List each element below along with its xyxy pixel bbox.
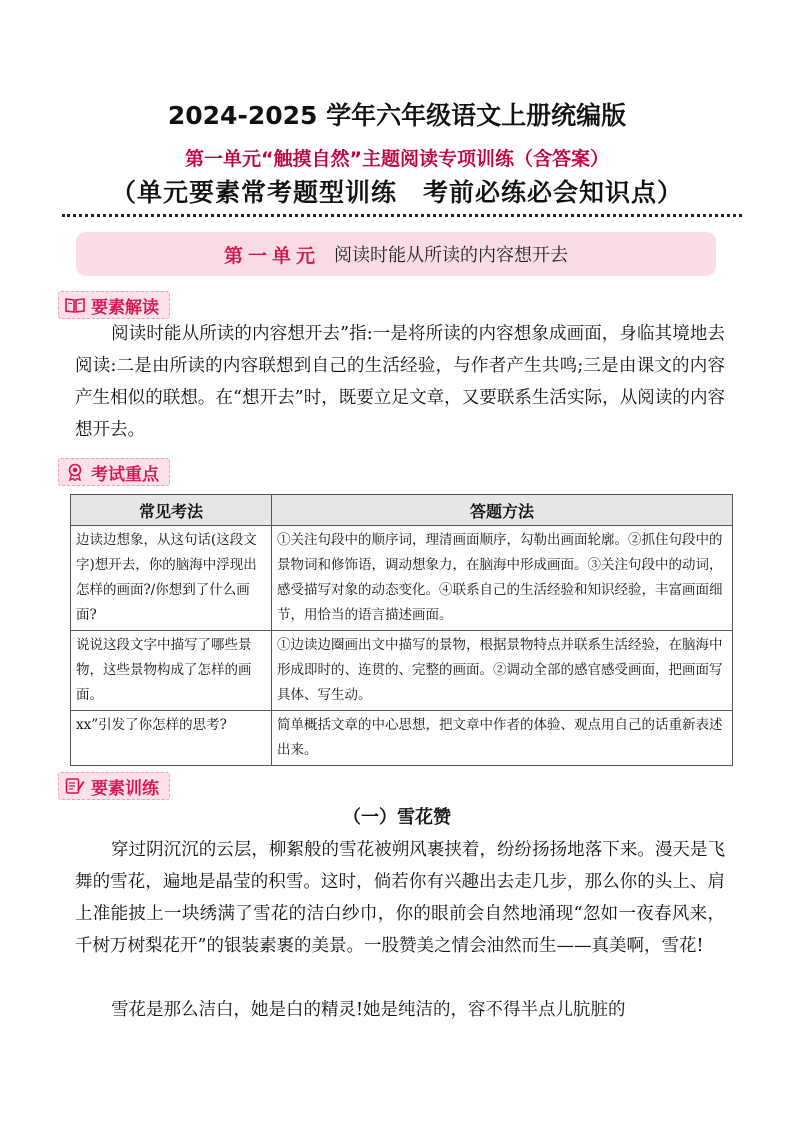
table-cell-question: 说说这段文字中描写了哪些景物，这些景物构成了怎样的画面。: [71, 631, 272, 711]
dotted-divider: [62, 214, 742, 217]
ribbon-icon: [65, 463, 85, 481]
interpret-paragraph: 阅读时能从所读的内容想开去”指:一是将所读的内容想象成画面，身临其境地去阅读:二是由所读的内容联想到自己的生活经验，与作者产生共鸣;三是由课文的内容产生相似的联想。在“想开去”时，既要立足文章，又要联系生活实际，从阅读的内容想开去。: [75, 324, 725, 440]
section-label: 考试重点: [91, 464, 159, 485]
table-row: [71, 711, 733, 766]
section-label: 要素解读: [91, 297, 159, 318]
table-cell-question: xx”引发了你怎样的思考?: [71, 711, 272, 766]
unit-label: 第一单元: [223, 244, 320, 267]
table-cell-method: ①边读边圈画出文中描写的景物，根据景物特点并联系生活经验，在脑海中形成即时的、连贯的、完整的画面。②调动全部的感官感受画面，把画面写具体、写生动。: [272, 631, 733, 711]
section-tag-focus: [58, 458, 170, 486]
section-tag-interpret: [58, 291, 170, 319]
pen-note-icon: [65, 777, 85, 795]
section-tag-training: [58, 772, 170, 800]
reading-title: （一）雪花赞: [343, 807, 451, 828]
table-header-row: [71, 495, 733, 526]
column-header: 答题方法: [272, 495, 733, 526]
exam-methods-table: [70, 494, 733, 766]
table-row: [71, 526, 733, 631]
document-note: （单元要素常考题型训练 考前必练必会知识点）: [110, 178, 683, 207]
table-cell-method: 简单概括文章的中心思想，把文章中作者的体验、观点用自己的话重新表述出来。: [272, 711, 733, 766]
table-cell-method: ①关注句段中的顺序词，理清画面顺序，勾勒出画面轮廓。②抓住句段中的景物词和修饰语，调动想象力，在脑海中形成画面。③关注句段中的动词，感受描写对象的动态变化。④联系自己的生活经验和知识经验，丰富画面细节，用恰当的语言描述画面。: [272, 526, 733, 631]
reading-paragraph: 穿过阴沉沉的云层，柳絮般的雪花被朔风裹挟着，纷纷扬扬地落下来。漫天是飞舞的雪花，遍地是晶莹的积雪。这时，倘若你有兴趣出去走几步，那么你的头上、肩上准能披上一块绣满了雪花的洁白纱巾，你的眼前会自然地涌现“忽如一夜春风来，千树万树梨花开”的银装素裹的美景。一股赞美之情会油然而生——真美啊，雪花!: [75, 840, 725, 956]
document-subtitle: 第一单元“触摸自然”主题阅读专项训练（含答案）: [185, 148, 609, 170]
table-cell-question: 边读边想象，从这句话(这段文字)想开去，你的脑海中浮现出怎样的画面?/你想到了什么画面?: [71, 526, 272, 631]
unit-banner: [76, 232, 716, 276]
reading-paragraph: 雪花是那么洁白，她是白的精灵!她是纯洁的，容不得半点儿肮脏的: [111, 1000, 626, 1020]
book-icon: [65, 296, 85, 314]
document-title: 2024-2025 学年六年级语文上册统编版: [167, 101, 627, 130]
column-header: 常见考法: [71, 495, 272, 526]
table-row: [71, 631, 733, 711]
unit-focus-text: 阅读时能从所读的内容想开去: [334, 245, 568, 266]
section-label: 要素训练: [91, 778, 159, 799]
